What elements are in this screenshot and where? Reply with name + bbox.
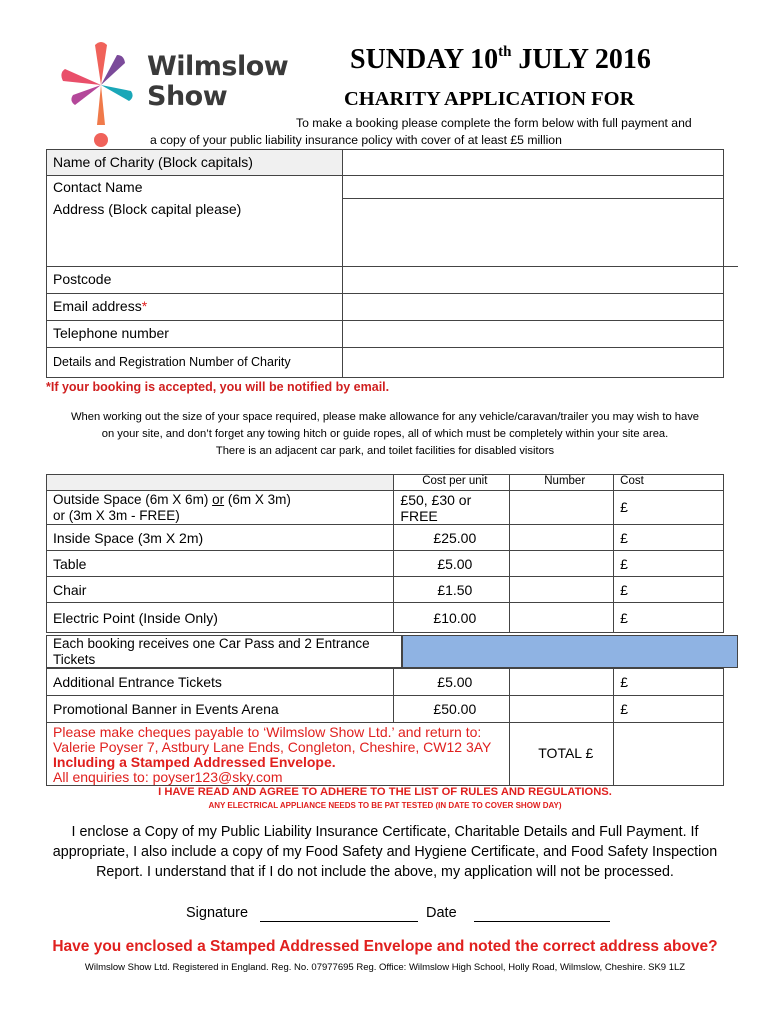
chair-price: £1.50 bbox=[394, 577, 510, 603]
chair-cost[interactable]: £ bbox=[614, 577, 724, 603]
payment-instructions bbox=[47, 723, 510, 786]
logo-petal-lowleft bbox=[71, 85, 101, 105]
number-header: Number bbox=[510, 475, 614, 491]
address-field[interactable] bbox=[342, 199, 723, 267]
intro-line2: a copy of your public liability insurance policy with cover of at least £5 million bbox=[150, 133, 562, 147]
table-number[interactable] bbox=[510, 551, 614, 577]
registration-label: Details and Registration Number of Charity bbox=[47, 348, 343, 378]
enclose-line2: appropriate, I also include a copy of my Food Safety and Hygiene Certificate, and Food Safety Inspection bbox=[52, 844, 718, 860]
telephone-field[interactable] bbox=[342, 321, 723, 348]
outside-space-cost[interactable]: £ bbox=[614, 491, 724, 525]
payment-line1: Please make cheques payable to ‘Wilmslow Show Ltd.’ and return to: bbox=[53, 724, 482, 740]
contact-name-label: Contact Name bbox=[53, 179, 143, 195]
logo-line1: Wilmslow bbox=[147, 51, 289, 82]
cost-table bbox=[46, 474, 724, 633]
outside-space-line2: or (3m X 3m - FREE) bbox=[53, 508, 180, 523]
outside-space-number[interactable] bbox=[510, 491, 614, 525]
car-pass-notice bbox=[46, 635, 402, 668]
total-label: TOTAL £ bbox=[510, 723, 614, 786]
page-title bbox=[350, 44, 651, 76]
enclose-line3: Report. I understand that if I do not include the above, my application will not be processed. bbox=[96, 864, 674, 880]
car-pass-line1: Each booking receives one Car Pass and 2 Entrance bbox=[53, 636, 370, 651]
additional-tickets-price: £5.00 bbox=[394, 669, 510, 696]
outside-space-label bbox=[47, 491, 394, 525]
outside-space-price bbox=[394, 491, 510, 525]
postcode-label: Postcode bbox=[47, 267, 343, 294]
chair-label: Chair bbox=[47, 577, 394, 603]
cost-header: Cost bbox=[614, 475, 724, 491]
space-info bbox=[40, 409, 730, 460]
title-main: SUNDAY 10 bbox=[350, 44, 499, 75]
intro-line1: To make a booking please complete the form below with full payment and bbox=[296, 116, 692, 130]
additional-tickets-label: Additional Entrance Tickets bbox=[47, 669, 394, 696]
extras-table bbox=[46, 668, 724, 786]
pat-tested-notice: ANY ELECTRICAL APPLIANCE NEEDS TO BE PAT TESTED (IN DATE TO COVER SHOW DAY) bbox=[208, 801, 562, 810]
logo-wordmark bbox=[147, 52, 288, 112]
contact-name-field[interactable] bbox=[342, 176, 723, 199]
outside-price-line1: £50, £30 or bbox=[400, 492, 472, 508]
car-pass-line2: Tickets bbox=[53, 652, 96, 667]
signature-label: Signature bbox=[186, 905, 249, 921]
page-subtitle: CHARITY APPLICATION FOR bbox=[344, 88, 635, 110]
payment-line2: Valerie Poyser 7, Astbury Lane Ends, Congleton, Cheshire, CW12 3AY bbox=[53, 739, 492, 755]
title-sup: th bbox=[498, 44, 512, 60]
signature-line[interactable] bbox=[260, 907, 418, 922]
additional-tickets-cost[interactable]: £ bbox=[614, 669, 724, 696]
logo-petal-right bbox=[101, 85, 133, 101]
promotional-banner-number[interactable] bbox=[510, 696, 614, 723]
logo-line2: Show bbox=[147, 81, 228, 112]
agree-rules: I HAVE READ AND AGREE TO ADHERE TO THE LIST OF RULES AND REGULATIONS. bbox=[158, 786, 612, 798]
info-line1: When working out the size of your space required, please make allowance for any vehicle/caravan/trailer you may wish to have bbox=[70, 411, 700, 423]
logo-drop bbox=[94, 133, 108, 147]
email-field[interactable] bbox=[342, 294, 723, 321]
address-underline bbox=[676, 266, 738, 267]
date-label: Date bbox=[426, 905, 457, 921]
electric-point-cost[interactable]: £ bbox=[614, 603, 724, 633]
inside-space-price: £25.00 bbox=[394, 525, 510, 551]
total-field[interactable] bbox=[614, 723, 724, 786]
charity-details-table bbox=[46, 149, 724, 378]
table-price: £5.00 bbox=[394, 551, 510, 577]
car-pass-shaded-cell bbox=[402, 635, 738, 668]
email-label-text: Email address bbox=[53, 298, 142, 314]
cost-header-blank bbox=[47, 475, 394, 491]
info-line3: There is an adjacent car park, and toilet facilities for disabled visitors bbox=[215, 445, 555, 457]
inside-space-number[interactable] bbox=[510, 525, 614, 551]
promotional-banner-label: Promotional Banner in Events Arena bbox=[47, 696, 394, 723]
enclose-line1: I enclose a Copy of my Public Liability Insurance Certificate, Charitable Details and Full Payment. If bbox=[71, 824, 699, 840]
registration-footer: Wilmslow Show Ltd. Registered in England. Reg. No. 07977695 Reg. Office: Wilmslow High School, Holly Road, Wilmslow, Cheshire. SK9 1LZ bbox=[84, 962, 686, 973]
cost-per-unit-header: Cost per unit bbox=[394, 475, 510, 491]
outside-price-line2: FREE bbox=[400, 508, 438, 524]
contact-address-cell bbox=[47, 176, 343, 267]
logo-petal-left bbox=[61, 69, 101, 85]
electric-point-price: £10.00 bbox=[394, 603, 510, 633]
logo-petal-down bbox=[97, 85, 105, 125]
envelope-question: Have you enclosed a Stamped Addressed Envelope and noted the correct address above? bbox=[52, 938, 718, 955]
name-of-charity-field[interactable] bbox=[342, 150, 723, 176]
payment-line3: Including a Stamped Addressed Envelope. bbox=[53, 754, 336, 770]
required-star: * bbox=[141, 298, 148, 314]
inside-space-cost[interactable]: £ bbox=[614, 525, 724, 551]
email-label bbox=[47, 294, 343, 321]
telephone-label: Telephone number bbox=[47, 321, 343, 348]
notify-notice: *If your booking is accepted, you will be notified by email. bbox=[46, 380, 390, 394]
promotional-banner-price: £50.00 bbox=[394, 696, 510, 723]
outside-space-text: Outside Space (6m X 6m) bbox=[53, 492, 213, 507]
registration-field[interactable] bbox=[342, 348, 723, 378]
additional-tickets-number[interactable] bbox=[510, 669, 614, 696]
inside-space-label: Inside Space (3m X 2m) bbox=[47, 525, 394, 551]
table-label: Table bbox=[47, 551, 394, 577]
address-label: Address (Block capital please) bbox=[53, 201, 242, 217]
postcode-field[interactable] bbox=[342, 267, 723, 294]
name-of-charity-label: Name of Charity (Block capitals) bbox=[47, 150, 343, 176]
info-line2: on your site, and don’t forget any towing hitch or guide ropes, all of which must be completely within your site area. bbox=[101, 428, 669, 440]
enclosure-statement bbox=[40, 822, 730, 882]
table-cost[interactable]: £ bbox=[614, 551, 724, 577]
chair-number[interactable] bbox=[510, 577, 614, 603]
title-tail: JULY 2016 bbox=[511, 44, 651, 75]
outside-space-or: or bbox=[212, 492, 225, 507]
promotional-banner-cost[interactable]: £ bbox=[614, 696, 724, 723]
outside-space-text2: (6m X 3m) bbox=[224, 492, 291, 507]
electric-point-number[interactable] bbox=[510, 603, 614, 633]
date-line[interactable] bbox=[474, 907, 610, 922]
payment-enquiries: All enquiries to: poyser123@sky.com bbox=[53, 769, 283, 785]
electric-point-label: Electric Point (Inside Only) bbox=[47, 603, 394, 633]
